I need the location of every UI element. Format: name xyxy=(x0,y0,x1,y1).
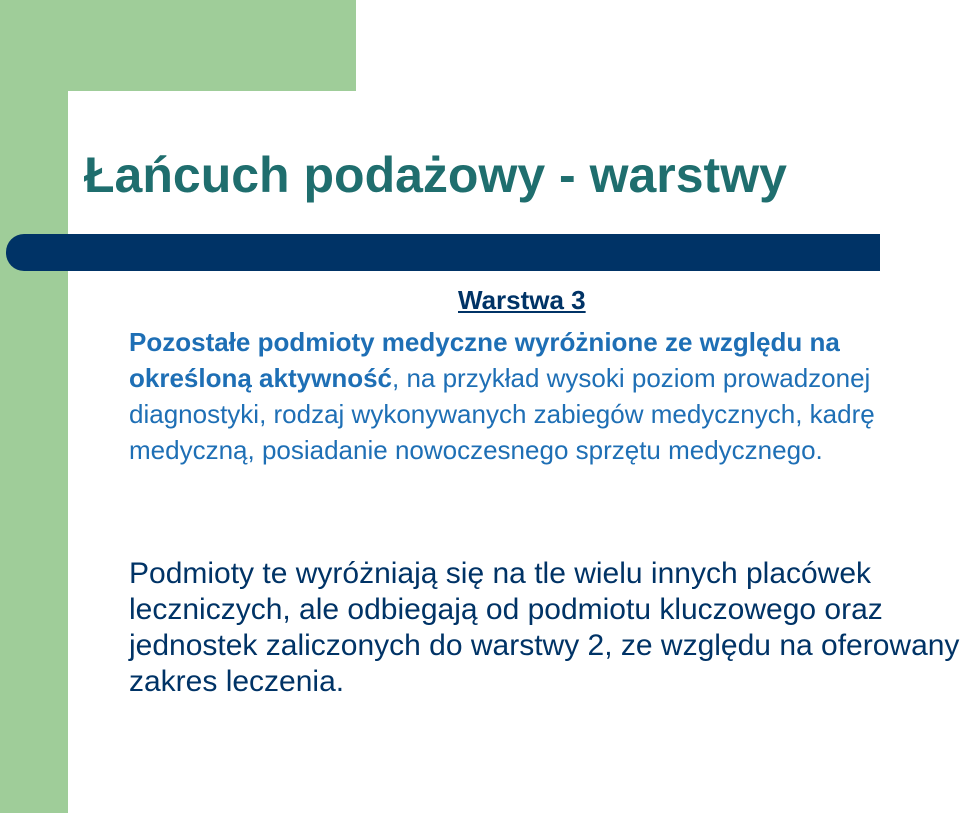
description-bold-lead: Pozostałe podmioty medyczne wyróżnione ze względu na określoną aktywność xyxy=(129,327,840,393)
top-green-band xyxy=(0,0,356,91)
left-green-band xyxy=(0,0,68,813)
description-paragraph xyxy=(129,324,949,468)
section-heading: Warstwa 3 xyxy=(458,285,586,315)
comparison-paragraph: Podmioty te wyróżniają się na tle wielu innych placówek leczniczych, ale odbiegają od podmiotu kluczowego oraz jednostek zaliczonych do warstwy 2, ze względu na oferowany zakres leczenia. xyxy=(129,557,960,698)
slide-title: Łańcuch podażowy - warstwy xyxy=(84,147,787,203)
description-rest: , na przykład wysoki poziom prowadzonej diagnostyki, rodzaj wykonywanych zabiegów medycznych, kadrę medyczną, posiadanie nowoczesnego sprzętu medycznego. xyxy=(129,363,875,465)
title-underline-bar xyxy=(6,234,880,271)
